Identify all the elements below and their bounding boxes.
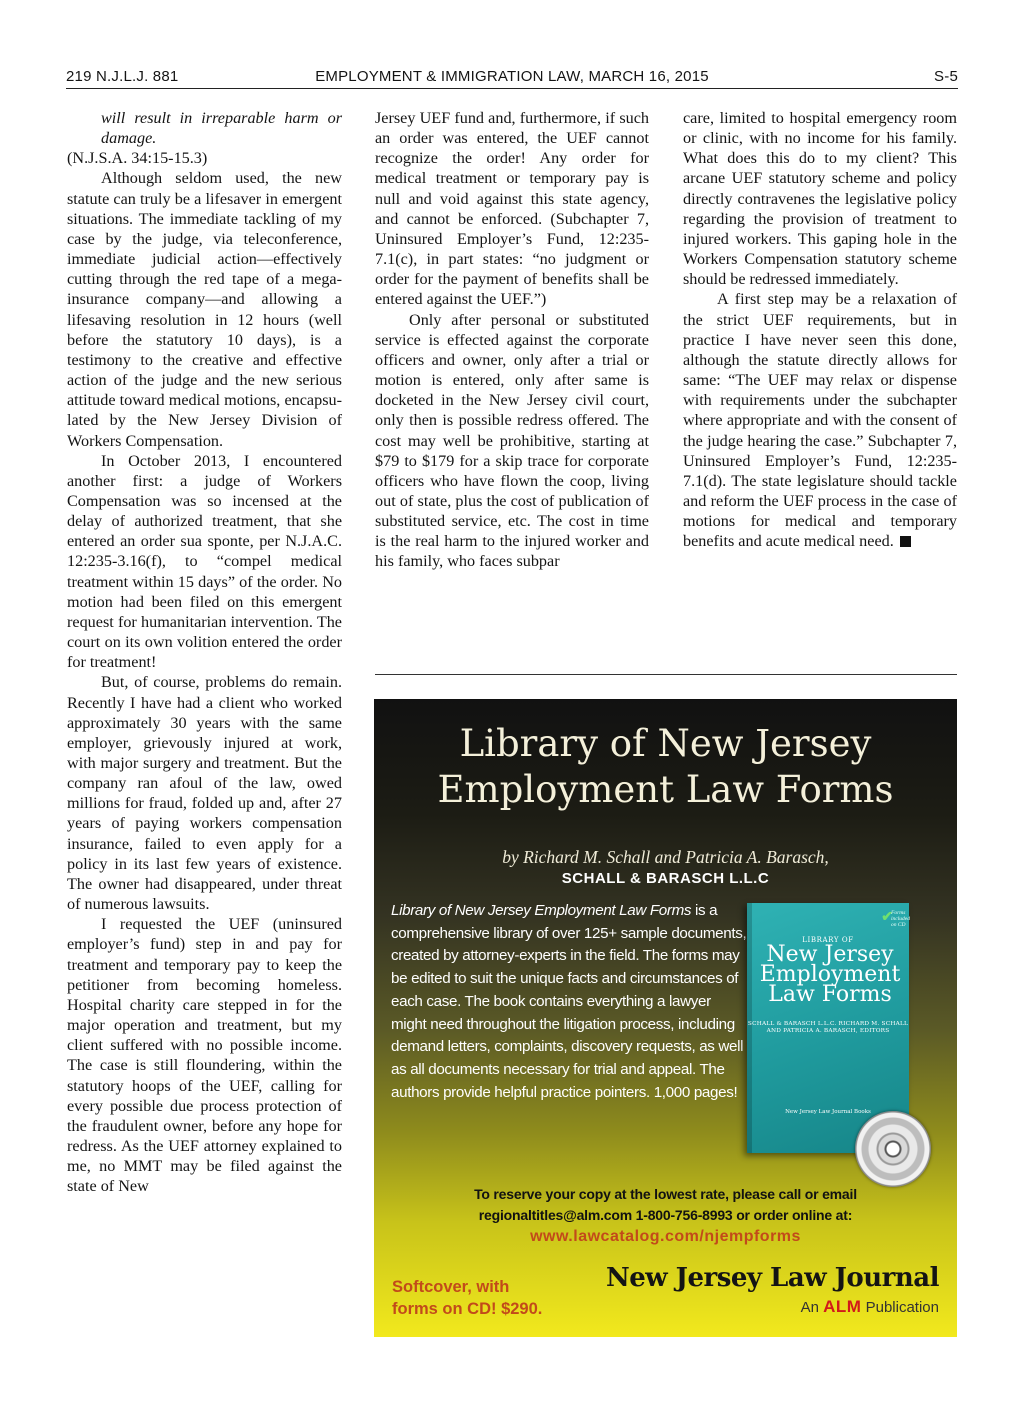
paragraph: I requested the UEF (uninsured employer’s fund) step in and pay for treatment and temporary pay to keep the petitioner from becoming homeless. Hospital charity care stepped in for the major operation and treatment, but my client suffered with no possible income. The case is still floundering, within the statutory hoops of the UEF, calling for every possible due process protection of the fraudulent owner, before any hope for redress. As the UEF attorney explained to me, no MMT may be filed against the state of New <box>67 915 342 1196</box>
ad-firm: SCHALL & BARASCH L.L.C <box>561 870 770 887</box>
book-cd-note: Forms included on CD <box>891 910 910 928</box>
order-url-link[interactable]: www.lawcatalog.com/njempforms <box>530 1228 801 1245</box>
checkmark-icon: ✔ <box>881 910 893 925</box>
ad-description <box>391 900 747 1104</box>
citation: 219 N.J.L.J. 881 <box>66 68 179 85</box>
ad-description-body: is a comprehensive library of over 125+ sample documents, created by attorney-experts in the field. The forms may be edited to suit the unique facts and circumstances of each case. The book contains everything a lawyer might need throughout the litigation process, including demand letters, complaints, discovery requests, as well as all documents necessary for trial and appeal. The authors provide helpful practice pointers. 1,000 pages! <box>391 902 747 1101</box>
page-number: S-5 <box>934 68 958 85</box>
end-of-article-mark <box>900 536 911 547</box>
publisher-credit <box>801 1297 939 1317</box>
publisher-suffix: Publication <box>861 1299 939 1316</box>
book-advertisement[interactable] <box>374 699 957 1337</box>
publisher-prefix: An <box>800 1299 824 1316</box>
ad-contact-line: regionaltitles@alm.com 1-800-756-8993 or order online at: <box>478 1207 853 1223</box>
paragraph: care, limited to hospital emergency room or clinic, with no income for his family. What does this do to my client? This arcane UEF statutory scheme and policy directly contravenes the legislative policy regarding the provision of treatment to injured workers. This gaping hole in the Workers Compensation statutory scheme should be redressed immediately. <box>683 109 957 289</box>
book-library-label: LIBRARY OF <box>802 936 854 944</box>
alm-logo: ALM <box>823 1297 862 1316</box>
ad-title <box>374 721 957 813</box>
price-line: Softcover, with <box>392 1278 510 1296</box>
article-column-2 <box>375 108 649 572</box>
statute-citation: (N.J.S.A. 34:15-15.3) <box>67 149 208 168</box>
ad-title-line: Employment Law Forms <box>437 768 894 811</box>
paragraph: Jersey UEF fund and, furthermore, if such an order was entered, the UEF cannot recognize the order! Any order for medical treatment or temporary pay is null and void against this state agency, and cannot be enforced. (Subchapter 7, Uninsured Employer’s Fund, 12:235-7.1(c), in part states: “no judgment or order for the payment of benefits shall be entered against the UEF.”) <box>375 109 649 309</box>
article-column-1 <box>67 108 342 1196</box>
journal-logo: New Jersey Law Journal <box>605 1263 939 1293</box>
ad-ordering-line: To reserve your copy at the lowest rate, please call or email <box>474 1186 857 1202</box>
divider <box>375 674 957 675</box>
paragraph: But, of course, problems do remain. Recently I have had a client who worked approximately 30 years with the same employer, grievously injured at work, with major surgery and treatment. But the company ran afoul of the law, owed millions for fraud, folded up and, after 27 years of paying workers compensation insurance, failed to even apply for a policy in its last few years of existence. The owner had disappeared, under threat of numerous lawsuits. <box>67 673 342 914</box>
ad-byline: by Richard M. Schall and Patricia A. Barasch, <box>502 847 829 867</box>
cd-disc-icon <box>855 1111 931 1187</box>
running-header <box>66 66 958 89</box>
ad-description-title: Library of New Jersey Employment Law Forms <box>391 902 692 919</box>
section-title: EMPLOYMENT & IMMIGRATION LAW, MARCH 16, 2015 <box>315 68 709 85</box>
paragraph <box>683 289 957 551</box>
statute-quote: will result in irreparable harm or damage. <box>101 109 342 148</box>
ad-title-line: Library of New Jersey <box>459 722 872 765</box>
ad-ordering-info <box>374 1184 957 1226</box>
book-editors: SCHALL & BARASCH L.L.C. RICHARD M. SCHALL AND PATRICIA A. BARASCH, EDITORS <box>747 1021 909 1034</box>
paragraph-text: A first step may be a relaxation of the strict UEF requirements, but in practice I have never seen this done, although the statute directly allows for same: “The UEF may relax or dispense with requirements under the subchapter where appropriate and with the consent of the judge hearing the case.” Subchapter 7, Uninsured Employer’s Fund, 12:235-7.1(d). The state legislature should tackle and reform the UEF process in the case of motions for medical and temporary benefits and acute medical need. <box>683 290 957 551</box>
paragraph: In October 2013, I encountered another first: a judge of Workers Compensation was so incensed at the delay of authorized treatment, that she entered an order sua sponte, per N.J.A.C. 12:235-3.16(f), to “compel medical treatment within 15 days” of the order. No motion had been filed on this emergent request for humanitarian intervention. The court on its own volition entered the order for treatment! <box>67 451 342 672</box>
price-line: forms on CD! $290. <box>392 1300 543 1318</box>
book-publisher: New Jersey Law Journal Books <box>785 1109 871 1115</box>
article-column-3 <box>683 108 957 551</box>
paragraph: Although seldom used, the new statute can truly be a lifesaver in emergent situations. The immediate tackling of my case by the judge, via teleconference, immediate judicial action—effectively cutting through the red tape of a mega-insurance company—and allowing a lifesaving resolution in 12 hours (well before the statutory 10 days), is a testimony to the creative and effective action of the judge and the new serious attitude toward medical motions, encapsulated by the New Jersey Division of Workers Compensation. <box>67 169 342 450</box>
ad-price <box>392 1276 592 1320</box>
paragraph: Only after personal or substituted service is effected against the corporate officers and owner, only after a trial or motion is entered, only after same is docketed in the New Jersey civil court, only then is possible redress offered. The cost may well be prohibitive, starting at $79 to $179 for a skip trace for corporate officers who have flown the coop, living out of state, plus the cost of publication of substituted service, etc. The cost in time is the real harm to the injured worker and his family, who faces subpar <box>375 310 649 571</box>
book-title: New Jersey Employment Law Forms <box>759 942 901 1007</box>
